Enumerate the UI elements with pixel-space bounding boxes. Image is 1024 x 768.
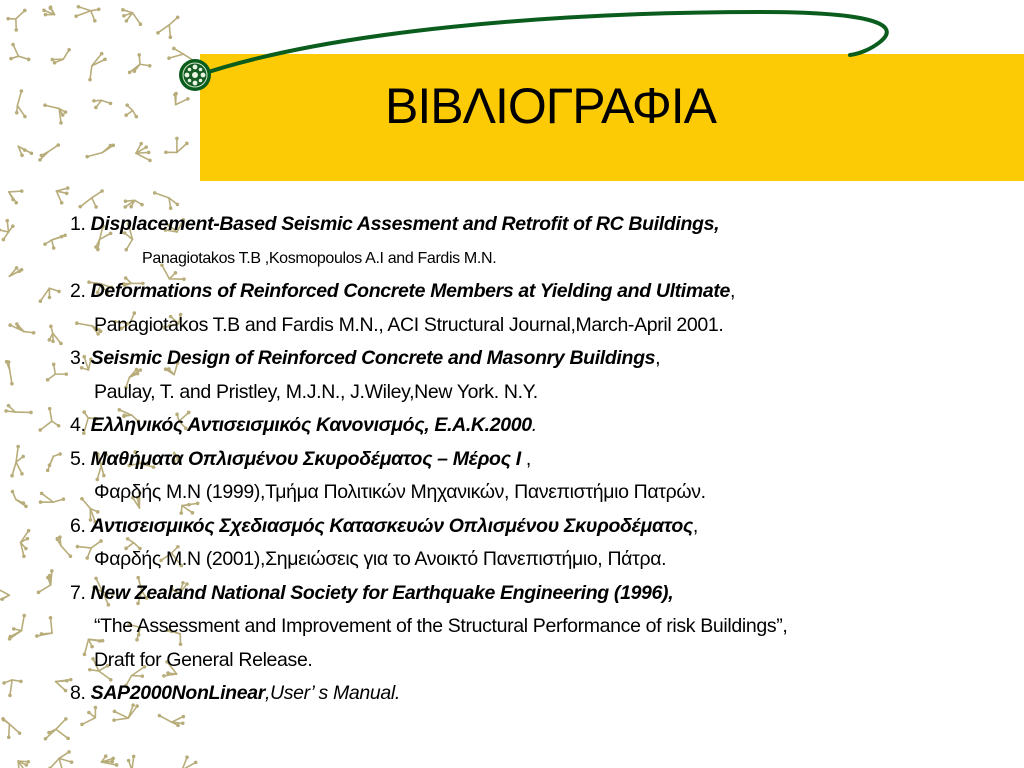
pattern-glyph <box>56 186 69 204</box>
pattern-glyph <box>9 266 23 276</box>
pattern-glyph <box>136 142 152 162</box>
pattern-glyph <box>39 492 65 504</box>
reference-number: 4. <box>70 414 86 436</box>
reference-number: 6. <box>70 514 86 537</box>
pattern-glyph <box>124 103 138 118</box>
reference-number: 3. <box>70 347 86 369</box>
pattern-glyph <box>101 754 118 766</box>
pattern-glyph <box>74 5 100 23</box>
reference-trailing-text: . <box>531 414 537 436</box>
logo-icon <box>178 58 212 92</box>
bibliography-list <box>70 208 970 711</box>
reference-title: SAP2000NonLinear <box>90 682 265 704</box>
pattern-glyph <box>11 490 28 508</box>
pattern-glyph <box>158 714 186 727</box>
pattern-glyph <box>6 9 26 32</box>
pattern-glyph <box>85 144 115 159</box>
pattern-glyph <box>37 569 54 594</box>
reference-item <box>70 208 970 242</box>
reference-title: Αντισεισμικός Σχεδιασμός Κατασκευών Οπλισμένου Σκυροδέματος <box>90 514 693 537</box>
pattern-glyph <box>78 189 103 208</box>
reference-details: Draft for General Release. <box>94 648 313 671</box>
pattern-glyph <box>43 103 67 124</box>
pattern-glyph <box>38 143 60 161</box>
reference-number: 1. <box>70 213 86 235</box>
pattern-glyph <box>121 8 142 26</box>
reference-item <box>70 510 970 544</box>
slide-title: ΒΙΒΛΙΟΓΡΑΦΙΑ <box>385 78 716 134</box>
pattern-glyph <box>0 219 15 241</box>
reference-item <box>70 342 970 376</box>
pattern-glyph <box>9 43 30 61</box>
pattern-glyph <box>46 452 62 472</box>
pattern-glyph <box>46 363 68 382</box>
pattern-glyph <box>48 325 63 346</box>
pattern-glyph <box>44 717 70 740</box>
pattern-glyph <box>8 614 26 641</box>
pattern-glyph <box>92 99 112 109</box>
reference-trailing-text: , <box>692 514 698 537</box>
reference-trailing-text: , <box>655 347 661 369</box>
pattern-glyph <box>164 137 189 154</box>
reference-details: Panagiotakos T.B and Fardis M.N., ACI Structural Journal,March-April 2001. <box>94 313 724 336</box>
reference-item <box>70 443 970 477</box>
pattern-glyph <box>10 445 25 478</box>
reference-title: Seismic Design of Reinforced Concrete and Masonry Buildings <box>90 347 656 369</box>
reference-trailing-text: ,User’ s Manual. <box>264 682 400 704</box>
pattern-glyph <box>5 360 14 386</box>
pattern-glyph <box>38 407 60 432</box>
reference-details: Φαρδής Μ.Ν (2001),Σημειώσεις για το Ανοικτό Πανεπιστήμιο, Πάτρα. <box>94 548 667 570</box>
reference-title: Displacement-Based Seismic Assesment and Retrofit of RC Buildings, <box>90 213 720 235</box>
pattern-glyph <box>51 48 71 64</box>
pattern-glyph <box>2 680 22 698</box>
pattern-glyph <box>173 92 189 105</box>
pattern-glyph <box>42 5 54 16</box>
reference-details: Φαρδής Μ.Ν (1999),Τμήμα Πολιτικών Μηχανικών, Πανεπιστήμιο Πατρών. <box>94 481 706 503</box>
pattern-glyph <box>48 750 73 768</box>
reference-number: 7. <box>70 581 86 604</box>
reference-number: 8. <box>70 682 86 704</box>
reference-title: Ελληνικός Αντισεισμικός Κανονισμός, Ε.Α.Κ.2000 <box>90 414 532 436</box>
reference-details: Panagiotakos T.B ,Kosmopoulos A.I and Fardis M.N. <box>142 249 497 267</box>
reference-trailing-text: , <box>729 280 736 302</box>
reference-item <box>70 677 970 711</box>
reference-details: “The Assessment and Improvement of the Structural Performance of risk Buildings”, <box>94 615 788 637</box>
reference-title: Deformations of Reinforced Concrete Members at Yielding and Ultimate <box>90 280 730 302</box>
reference-item <box>70 577 970 611</box>
reference-trailing-text: , <box>520 447 531 470</box>
pattern-glyph <box>21 529 31 558</box>
pattern-glyph <box>0 587 9 603</box>
pattern-glyph <box>127 755 142 768</box>
pattern-glyph <box>18 146 33 157</box>
pattern-glyph <box>4 404 32 414</box>
pattern-glyph <box>39 288 61 303</box>
pattern-glyph <box>18 760 30 768</box>
reference-number: 2. <box>70 280 86 302</box>
reference-item <box>70 275 970 309</box>
reference-item <box>70 409 970 443</box>
pattern-glyph <box>182 755 197 768</box>
pattern-glyph <box>88 52 107 82</box>
pattern-glyph <box>15 89 27 118</box>
pattern-glyph <box>35 616 52 638</box>
pattern-glyph <box>156 16 179 39</box>
reference-title: New Zealand National Society for Earthquake Engineering (1996), <box>90 581 674 604</box>
reference-details: Paulay, T. and Pristley, M.J.N., J.Wiley,New York. N.Y. <box>94 380 538 403</box>
pattern-glyph <box>8 322 35 334</box>
pattern-glyph <box>9 189 24 204</box>
pattern-glyph <box>1 717 21 739</box>
pattern-glyph <box>128 53 152 74</box>
reference-number: 5. <box>70 447 86 470</box>
reference-title: Μαθήματα Οπλισμένου Σκυροδέματος – Μέρος Ι <box>90 447 521 470</box>
pattern-glyph <box>43 234 67 250</box>
